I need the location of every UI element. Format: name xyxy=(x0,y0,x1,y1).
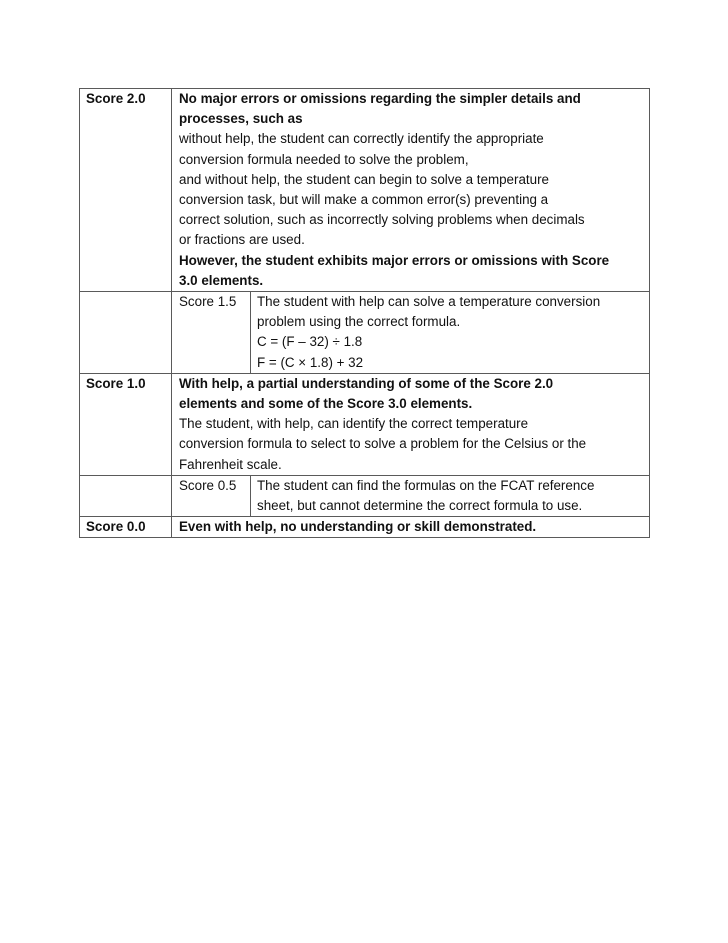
description-line: 3.0 elements. xyxy=(179,272,264,288)
score-label: Score 0.0 xyxy=(80,517,172,538)
formula-fahrenheit: F = (C × 1.8) + 32 xyxy=(257,354,364,370)
description-line: problem using the correct formula. xyxy=(257,314,461,330)
description-line: With help, a partial understanding of some of the Score 2.0 xyxy=(179,375,554,391)
half-score-subtable xyxy=(172,476,649,516)
description-line: correct solution, such as incorrectly solving problems when decimals xyxy=(179,212,585,228)
rubric-row-score-1-0 xyxy=(80,373,650,475)
score-description xyxy=(172,89,650,292)
half-score-description xyxy=(251,292,650,373)
description-line: processes, such as xyxy=(179,111,303,127)
half-score-label: Score 1.5 xyxy=(172,292,251,373)
description-line: sheet, but cannot determine the correct formula to use. xyxy=(257,498,583,514)
score-label: Score 1.0 xyxy=(80,373,172,475)
description-line: The student, with help, can identify the correct temperature xyxy=(179,416,529,432)
empty-score-cell xyxy=(80,292,172,374)
description-line: without help, the student can correctly identify the appropriate xyxy=(179,131,544,147)
description-line: elements and some of the Score 3.0 elements. xyxy=(179,396,473,412)
description-line: conversion formula to select to solve a problem for the Celsius or the xyxy=(179,436,587,452)
half-score-label: Score 0.5 xyxy=(172,476,251,516)
half-score-cell xyxy=(172,292,650,374)
description-line: and without help, the student can begin to solve a temperature xyxy=(179,171,549,187)
half-score-subtable xyxy=(172,292,649,373)
description-line: conversion task, but will make a common error(s) preventing a xyxy=(179,192,549,208)
half-score-description xyxy=(251,476,650,516)
half-score-cell xyxy=(172,475,650,516)
rubric-row-score-1-5 xyxy=(80,292,650,374)
score-description xyxy=(172,373,650,475)
description-line: or fractions are used. xyxy=(179,232,305,248)
score-description xyxy=(172,517,650,538)
scoring-rubric-table xyxy=(79,88,650,538)
score-label: Score 2.0 xyxy=(80,89,172,292)
description-line: The student can find the formulas on the FCAT reference xyxy=(257,477,595,493)
description-line: Even with help, no understanding or skill demonstrated. xyxy=(179,519,537,535)
empty-score-cell xyxy=(80,475,172,516)
rubric-row-score-2-0 xyxy=(80,89,650,292)
description-line: The student with help can solve a temperature conversion xyxy=(257,294,601,310)
description-line: Fahrenheit scale. xyxy=(179,456,282,472)
description-line: No major errors or omissions regarding the simpler details and xyxy=(179,91,581,106)
rubric-row-score-0-5 xyxy=(80,475,650,516)
description-line: However, the student exhibits major errors or omissions with Score xyxy=(179,252,610,268)
formula-celsius: C = (F – 32) ÷ 1.8 xyxy=(257,334,363,350)
rubric-row-score-0-0 xyxy=(80,517,650,538)
description-line: conversion formula needed to solve the problem, xyxy=(179,151,469,167)
